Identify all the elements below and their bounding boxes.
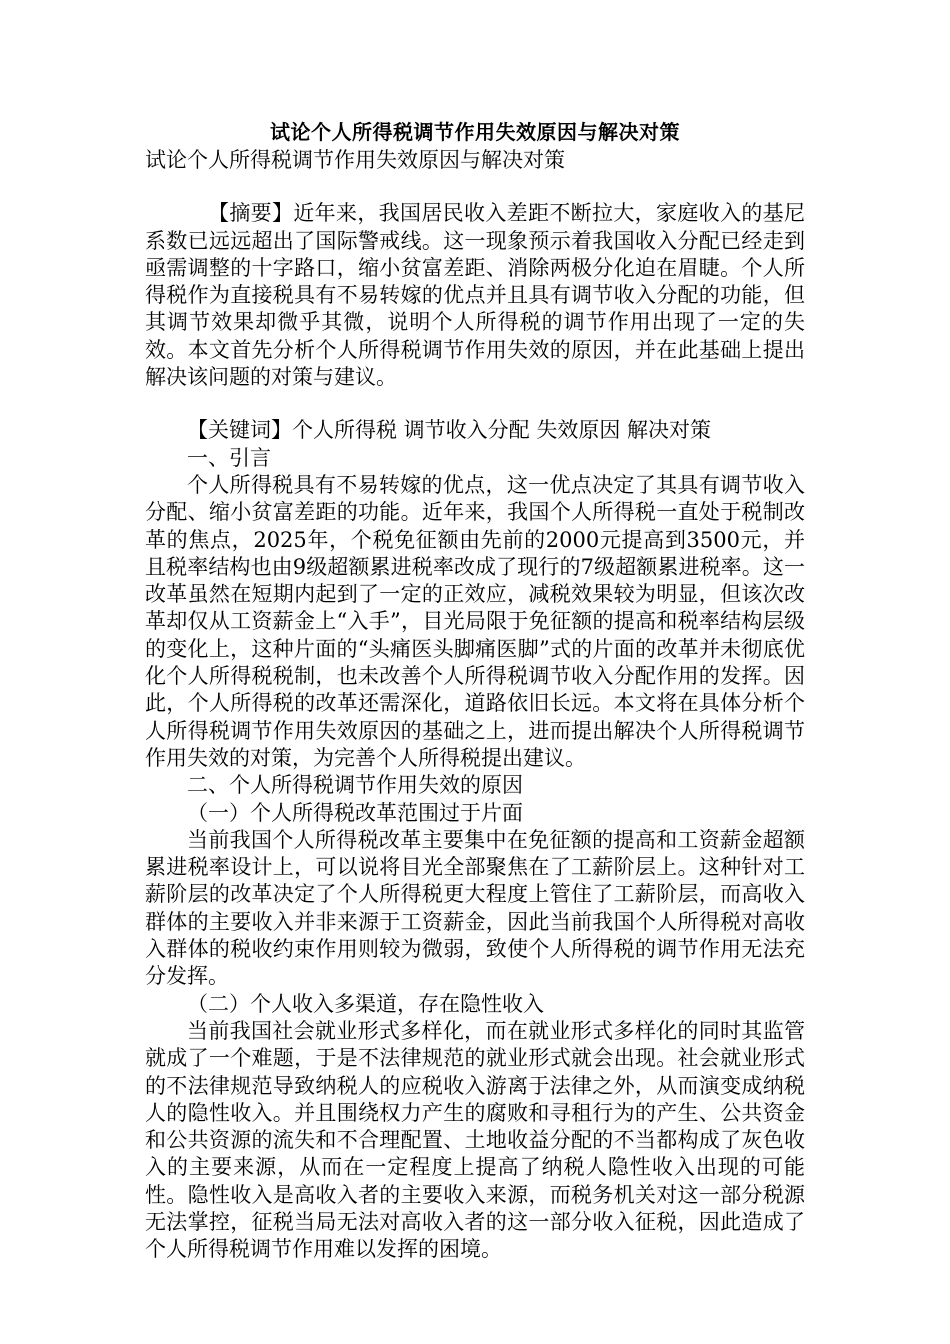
document-subtitle: 试论个人所得税调节作用失效原因与解决对策 [145, 148, 565, 172]
section-heading-causes: 二、个人所得税调节作用失效的原因 [187, 773, 523, 798]
abstract-paragraph: 【摘要】近年来，我国居民收入差距不断拉大，家庭收入的基尼系数已远远超出了国际警戒线。这一现象预示着我国收入分配已经走到亟需调整的十字路口，缩小贫富差距、消除两极分化迫在眉睫。个人所得税作为直接税具有不易转嫁的优点并且具有调节收入分配的功能，但其调节效果却微乎其微，说明个人所得税的调节作用出现了一定的失效。本文首先分析个人所得税调节作用失效的原因，并在此基础上提出解决该问题的对策与建议。 [145, 201, 805, 390]
document-page [145, 117, 805, 1264]
subsection-heading-1: （一）个人所得税改革范围过于片面 [187, 800, 523, 825]
subsection-1-paragraph: 当前我国个人所得税改革主要集中在免征额的提高和工资薪金超额累进税率设计上，可以说将目光全部聚焦在了工薪阶层上。这种针对工薪阶层的改革决定了个人所得税更大程度上管住了工薪阶层，而高收入群体的主要收入并非来源于工资薪金，因此当前我国个人所得税对高收入群体的税收约束作用则较为微弱，致使个人所得税的调节作用无法充分发挥。 [145, 827, 805, 989]
keywords-line: 【关键词】个人所得税 调节收入分配 失效原因 解决对策 [187, 418, 712, 443]
introduction-paragraph: 个人所得税具有不易转嫁的优点，这一优点决定了其具有调节收入分配、缩小贫富差距的功能。近年来，我国个人所得税一直处于税制改革的焦点，2025年，个税免征额由先前的2000元提高到3500元，并且税率结构也由9级超额累进税率改成了现行的7级超额累进税率。这一改革虽然在短期内起到了一定的正效应，减税效果较为明显，但该次改革却仅从工资薪金上“入手”，目光局限于免征额的提高和税率结构层级的变化上，这种片面的“头痛医头脚痛医脚”式的片面的改革并未彻底优化个人所得税税制，也未改善个人所得税调节收入分配作用的发挥。因此，个人所得税的改革还需深化，道路依旧长远。本文将在具体分析个人所得税调节作用失效原因的基础之上，进而提出解决个人所得税调节作用失效的对策，为完善个人所得税提出建议。 [145, 472, 805, 770]
spacer [145, 174, 805, 200]
subsection-heading-2: （二）个人收入多渠道，存在隐性收入 [187, 991, 544, 1016]
section-heading-introduction: 一、引言 [187, 445, 271, 470]
subsection-2-paragraph: 当前我国社会就业形式多样化，而在就业形式多样化的同时其监管就成了一个难题，于是不法律规范的就业形式就会出现。社会就业形式的不法律规范导致纳税人的应税收入游离于法律之外，从而演变成纳税人的隐性收入。并且围绕权力产生的腐败和寻租行为的产生、公共资金和公共资源的流失和不合理配置、土地收益分配的不当都构成了灰色收入的主要来源，从而在一定程度上提高了纳税人隐性收入出现的可能性。隐性收入是高收入者的主要收入来源，而税务机关对这一部分税源无法掌控，征税当局无法对高收入者的这一部分收入征税，因此造成了个人所得税调节作用难以发挥的困境。 [145, 1018, 805, 1262]
document-title: 试论个人所得税调节作用失效原因与解决对策 [270, 120, 680, 144]
spacer [145, 391, 805, 417]
